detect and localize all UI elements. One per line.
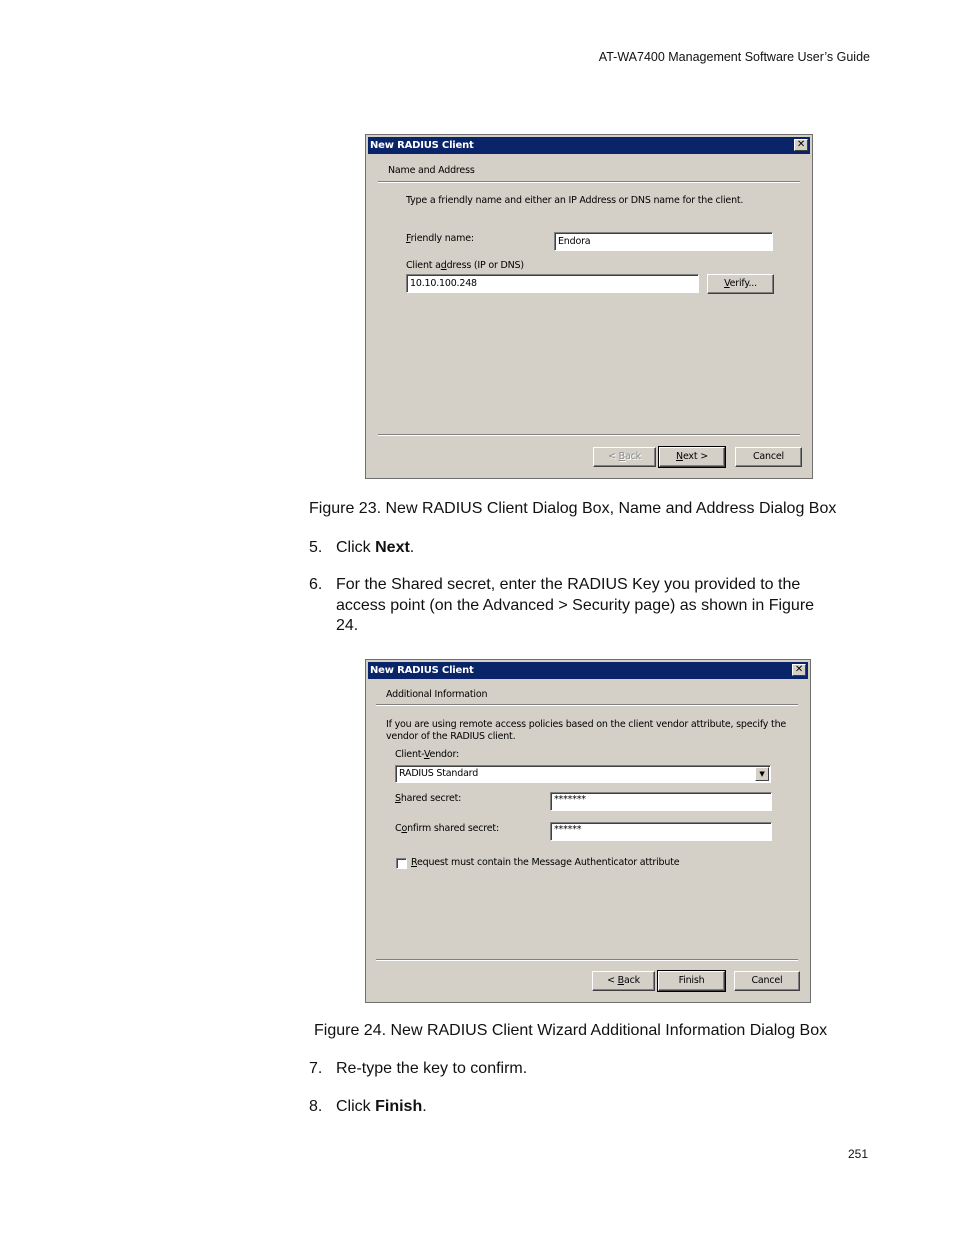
dialog-title: New RADIUS Client: [370, 140, 474, 151]
section-divider: [376, 704, 798, 706]
shared-secret-label: Shared secret:: [395, 793, 462, 804]
next-button[interactable]: Next >: [659, 447, 725, 467]
verify-button[interactable]: Verify...: [707, 274, 774, 294]
dialog-titlebar: [368, 662, 808, 679]
message-authenticator-checkbox[interactable]: [396, 858, 407, 869]
cancel-button[interactable]: Cancel: [735, 447, 802, 467]
running-header: AT-WA7400 Management Software User’s Guide: [598, 50, 870, 64]
friendly-name-label: Friendly name:: [406, 233, 474, 244]
section-heading: Name and Address: [388, 165, 475, 176]
client-vendor-label: Client-Vendor:: [395, 749, 459, 760]
confirm-secret-input[interactable]: ******: [550, 822, 772, 841]
instruction-line-2: vendor of the RADIUS client.: [386, 731, 516, 742]
new-radius-client-dialog-name-address: [365, 134, 813, 479]
client-vendor-select[interactable]: [395, 765, 771, 783]
dialog-titlebar: [368, 137, 810, 154]
close-icon[interactable]: ✕: [792, 664, 806, 676]
step-number: 7.: [309, 1060, 323, 1077]
step-number: 6.: [309, 576, 323, 593]
section-heading: Additional Information: [386, 689, 488, 700]
page-number: 251: [847, 1147, 868, 1161]
figure-24-caption: Figure 24. New RADIUS Client Wizard Additional Information Dialog Box: [314, 1022, 828, 1039]
close-icon[interactable]: ✕: [794, 139, 808, 151]
instruction-line-1: If you are using remote access policies based on the client vendor attribute, specify the: [386, 719, 787, 730]
back-button[interactable]: < Back: [592, 971, 655, 991]
section-divider: [378, 181, 800, 183]
footer-divider: [378, 434, 800, 436]
client-address-label: Client address (IP or DNS): [406, 260, 524, 271]
step-number: 5.: [309, 539, 323, 556]
confirm-secret-label: Confirm shared secret:: [395, 823, 499, 834]
step-text: Click Next.: [336, 539, 415, 556]
chevron-down-icon[interactable]: ▼: [755, 767, 769, 781]
message-authenticator-label[interactable]: Request must contain the Message Authenticator attribute: [411, 857, 680, 868]
instruction-text: Type a friendly name and either an IP Address or DNS name for the client.: [406, 195, 744, 206]
friendly-name-input[interactable]: Endora: [554, 232, 773, 251]
client-address-input[interactable]: 10.10.100.248: [406, 274, 699, 293]
shared-secret-input[interactable]: *******: [550, 792, 772, 811]
client-vendor-value: RADIUS Standard: [399, 768, 479, 779]
dialog-title: New RADIUS Client: [370, 665, 474, 676]
new-radius-client-dialog-additional-info: [365, 659, 811, 1003]
back-button[interactable]: < Back: [593, 447, 656, 467]
step-text: Click Finish.: [336, 1098, 427, 1115]
figure-23-caption: Figure 23. New RADIUS Client Dialog Box, Name and Address Dialog Box: [309, 500, 837, 517]
step-number: 8.: [309, 1098, 323, 1115]
step-text: Re-type the key to confirm.: [336, 1060, 528, 1077]
step-text: For the Shared secret, enter the RADIUS Key you provided to the access point (on the Advanced > Security page) as shown in Figure 24.: [336, 576, 815, 634]
finish-button[interactable]: Finish: [658, 971, 725, 991]
cancel-button[interactable]: Cancel: [734, 971, 800, 991]
footer-divider: [376, 959, 798, 961]
